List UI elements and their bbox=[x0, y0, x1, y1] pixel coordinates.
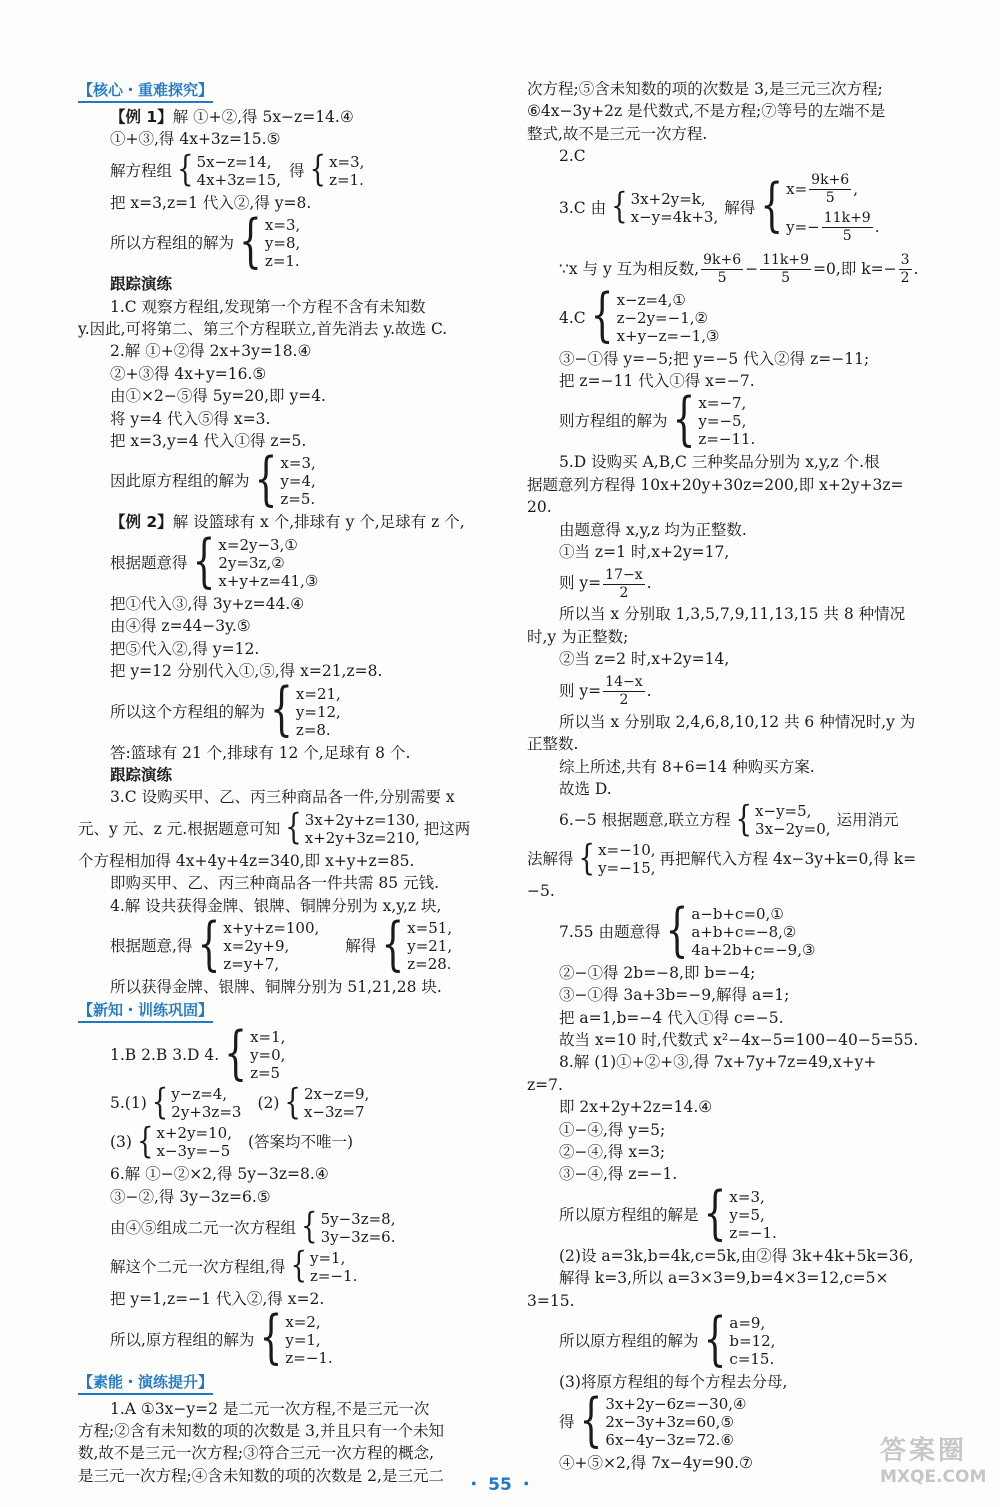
text-line: 1.A ①3x−y=2 是二元一次方程,不是三元一次 bbox=[110, 1399, 430, 1418]
text: 则 y= bbox=[559, 681, 602, 700]
solution-system bbox=[527, 1307, 964, 1373]
brace: { bbox=[151, 1082, 169, 1123]
numerator: 3 bbox=[900, 252, 910, 269]
fraction bbox=[809, 172, 851, 207]
numerator: 9k+6 bbox=[811, 172, 850, 189]
text: 所以方程组的解为 bbox=[110, 234, 235, 253]
solution-system bbox=[78, 447, 508, 514]
example-1-label: 【例 1】 bbox=[110, 108, 173, 126]
brace: { bbox=[381, 912, 405, 978]
brace: { bbox=[284, 1082, 301, 1123]
right-column bbox=[527, 78, 964, 1475]
brace: { bbox=[259, 1305, 283, 1372]
text-line: 综上所述,共有 8+6=14 种购买方案. bbox=[559, 757, 815, 776]
section-heading-core: 【核心・重难探究】 bbox=[78, 80, 213, 103]
system-rows bbox=[296, 685, 341, 739]
denominator: 2 bbox=[900, 270, 910, 287]
equation: x=51, bbox=[407, 918, 453, 937]
text-line: ①+③,得 4x+3z=15.⑤ bbox=[110, 130, 281, 149]
fraction bbox=[603, 674, 644, 709]
text: 5.(1) bbox=[110, 1094, 147, 1113]
text: 解得 bbox=[345, 936, 377, 955]
text: 所以原方程组的解是 bbox=[559, 1205, 699, 1224]
section-heading-ability: 【素能・演练提升】 bbox=[78, 1372, 213, 1395]
text-line: ③−①得 3a+3b=−9,解得 a=1; bbox=[559, 986, 790, 1005]
fraction-line: 则 y= $\frac{17-x}{2}$ . bbox=[559, 566, 652, 601]
text-line: 1.C 观察方程组,发现第一个方程不含有未知数 bbox=[110, 297, 426, 316]
text: 再把解代入方程 4x−3y+k=0,得 k= bbox=[659, 850, 917, 869]
equation: x=1, bbox=[250, 1028, 286, 1047]
example-1-line bbox=[78, 106, 508, 128]
text-line: 把 z=−11 代入①得 x=−7. bbox=[559, 372, 755, 391]
numerator: 11k+9 bbox=[762, 252, 810, 269]
text-line: 解得 k=3,所以 a=3×3=9,b=4×3=12,c=5× bbox=[559, 1269, 889, 1288]
solution-system bbox=[78, 209, 508, 275]
brace: { bbox=[192, 528, 216, 595]
text: 把这两 bbox=[423, 819, 471, 838]
text-line: 把 x=3,y=4 代入①得 z=5. bbox=[110, 432, 307, 451]
denominator: 5 bbox=[842, 228, 852, 245]
text: y=− bbox=[786, 217, 820, 236]
equation-system-q7 bbox=[527, 897, 964, 964]
brace: { bbox=[285, 807, 302, 849]
text-line: 6.解 ①−②×2,得 5y−3z=8.④ bbox=[110, 1165, 329, 1184]
equation: y=−5, bbox=[698, 412, 747, 431]
equation: y=1, bbox=[309, 1249, 346, 1268]
equation: y=8, bbox=[264, 234, 301, 253]
text-line: 整式,故不是三元一次方程. bbox=[527, 124, 708, 143]
fraction bbox=[701, 252, 743, 287]
brace: { bbox=[579, 1388, 603, 1455]
solution-system bbox=[527, 1180, 964, 1247]
text: 得 bbox=[289, 161, 305, 180]
text: 6.−5 根据题意,联立方程 bbox=[559, 811, 731, 830]
equation: z−2y=−1,② bbox=[616, 308, 708, 327]
subheading-practice: 跟踪演练 bbox=[110, 275, 173, 294]
equation: y=21, bbox=[407, 936, 453, 955]
brace: { bbox=[136, 1121, 154, 1162]
equation: y=4, bbox=[280, 472, 316, 491]
equation: x+2y=10, bbox=[156, 1124, 232, 1143]
system-rows bbox=[617, 291, 720, 345]
text-line: 故选 D. bbox=[559, 779, 612, 798]
system-rows bbox=[407, 919, 452, 973]
text-line: ③−②,得 3y−3z=6.⑤ bbox=[110, 1187, 271, 1206]
brace: { bbox=[239, 209, 262, 275]
text-line: 据题意列方程得 10x+20y+30z=200,即 x+2y+3z= bbox=[527, 475, 904, 494]
text-line: ②−④,得 x=3; bbox=[559, 1142, 666, 1161]
system-rows bbox=[280, 454, 315, 508]
equation: c=15. bbox=[729, 1350, 775, 1368]
equation: x=3, bbox=[329, 152, 365, 171]
equation: x−z=4,① bbox=[616, 290, 686, 309]
equation: b=12, bbox=[729, 1332, 776, 1350]
equation: x=2y−3,① bbox=[218, 535, 298, 554]
text: 所以这个方程组的解为 bbox=[110, 702, 266, 721]
text-line: 所以获得金牌、银牌、铜牌分别为 51,21,28 块. bbox=[110, 977, 442, 996]
equation: x=−7, bbox=[698, 394, 747, 413]
system-rows bbox=[223, 919, 319, 973]
system-rows bbox=[157, 1124, 232, 1160]
equation: x=−10, bbox=[598, 841, 656, 860]
fraction bbox=[822, 210, 873, 245]
text: 解 ①+②,得 5x−z=14.④ bbox=[172, 108, 354, 126]
text-line: 将 y=4 代入⑤得 x=3. bbox=[110, 409, 271, 428]
text: 所以原方程组的解为 bbox=[559, 1332, 699, 1350]
text-line: 5.D 设购买 A,B,C 三种奖品分别为 x,y,z 个.根 bbox=[559, 453, 880, 472]
text: 解 设篮球有 x 个,排球有 y 个,足球有 z 个, bbox=[172, 513, 465, 532]
equation: z=28. bbox=[407, 954, 452, 973]
equation: x= $\frac{9k+6}{5}$ , bbox=[786, 172, 858, 207]
solution-system bbox=[78, 677, 508, 744]
text-line: 由④得 z=44−3y.⑤ bbox=[110, 617, 251, 636]
numerator: 11k+9 bbox=[823, 210, 871, 227]
text-line: 把 y=12 分别代入①,⑤,得 x=21,z=8. bbox=[110, 662, 383, 681]
equation-system bbox=[78, 528, 508, 595]
text-line: 个方程相加得 4x+4y+4z=340,即 x+y+z=85. bbox=[78, 851, 415, 870]
equation: 2y+3z=3 bbox=[171, 1103, 242, 1122]
equation: z=8. bbox=[295, 720, 331, 739]
equation: a−b+c=0,① bbox=[691, 904, 784, 923]
text-line: 4.解 设共获得金牌、银牌、铜牌分别为 x,y,z 块, bbox=[110, 896, 442, 915]
text-line: −5. bbox=[527, 882, 555, 901]
text: 则 y= bbox=[559, 574, 602, 593]
system-rows bbox=[265, 216, 300, 270]
equation: 5y−3z=8, bbox=[320, 1210, 396, 1229]
text: 得 bbox=[559, 1413, 575, 1432]
equation: x=2, bbox=[285, 1312, 321, 1331]
text: (3) bbox=[110, 1133, 132, 1152]
brace: { bbox=[665, 897, 689, 964]
equation-system bbox=[78, 1245, 508, 1287]
equation: 2y=3z,② bbox=[218, 553, 285, 572]
equation-system-q3 bbox=[527, 170, 964, 246]
equation: 2x−3y+3z=60,⑤ bbox=[605, 1413, 734, 1432]
solution-system bbox=[527, 387, 964, 454]
equation: x−y=5, bbox=[755, 802, 812, 821]
answer-5-part-3 bbox=[78, 1121, 508, 1162]
equation: y=1, bbox=[285, 1330, 321, 1349]
fraction bbox=[760, 252, 811, 287]
equation: z=5 bbox=[250, 1064, 281, 1083]
text-line: 把 x=3,z=1 代入②,得 y=8. bbox=[110, 193, 312, 212]
equation: z=−11. bbox=[698, 430, 756, 449]
text-line: ⑥4x−3y+2z 是代数式,不是方程;⑦等号的左端不是 bbox=[527, 102, 886, 121]
numerator: 14−x bbox=[605, 674, 643, 691]
text-line: 答:篮球有 21 个,排球有 12 个,足球有 8 个. bbox=[110, 743, 411, 762]
equation: y=−15, bbox=[598, 859, 656, 878]
brace: { bbox=[177, 149, 194, 191]
note: (答案均不唯一) bbox=[247, 1133, 354, 1152]
equation: 6x−4y−3z=72.⑥ bbox=[605, 1431, 734, 1450]
system-rows bbox=[329, 153, 364, 189]
text-line: ②当 z=2 时,x+2y=14, bbox=[559, 650, 730, 669]
text: =0,即 k=− bbox=[813, 259, 897, 278]
system-rows bbox=[310, 1249, 357, 1285]
text-line: ①当 z=1 时,x+2y=17, bbox=[559, 543, 730, 562]
system-rows bbox=[305, 811, 420, 847]
denominator: 2 bbox=[619, 584, 629, 601]
text-line: ②−①得 2b=−8,即 b=−4; bbox=[559, 963, 756, 982]
brace: { bbox=[703, 1180, 727, 1247]
equation: 3x−2y=0, bbox=[755, 820, 831, 839]
watermark-text: 答案圈 bbox=[880, 1436, 968, 1466]
text-line: 由①×2−⑤得 5y=20,即 y=4. bbox=[110, 387, 326, 406]
equation-system-q4 bbox=[527, 283, 964, 350]
fraction-line: 则 y= $\frac{14-x}{2}$ . bbox=[559, 674, 652, 709]
denominator: 5 bbox=[825, 190, 835, 207]
equation: x−3z=7 bbox=[303, 1103, 365, 1122]
equation: a+b+c=−8,② bbox=[691, 922, 797, 941]
text: 因此原方程组的解为 bbox=[110, 472, 250, 491]
text: 7.55 由题意得 bbox=[559, 922, 661, 941]
equation: x=3, bbox=[264, 216, 301, 235]
brace: { bbox=[578, 838, 596, 879]
text: 1.B 2.B 3.D 4. bbox=[110, 1046, 220, 1065]
equation: 5x−z=14, bbox=[196, 152, 272, 171]
text: 由④⑤组成二元一次方程组 bbox=[110, 1219, 297, 1238]
equation-system bbox=[78, 149, 508, 191]
equation: 4x+3z=15, bbox=[196, 170, 282, 189]
equation: z=y+7, bbox=[223, 954, 280, 973]
text-line: 把 y=1,z=−1 代入②,得 x=2. bbox=[110, 1290, 325, 1309]
watermark-logo bbox=[880, 1430, 990, 1496]
equation-system bbox=[78, 1206, 508, 1248]
brace: { bbox=[703, 1307, 727, 1373]
left-column bbox=[78, 78, 508, 1487]
brace: { bbox=[672, 387, 696, 454]
system-rows bbox=[755, 802, 830, 838]
text-line: 把⑤代入②,得 y=12. bbox=[110, 639, 260, 658]
text-line: 时,y 为正整数; bbox=[527, 627, 629, 646]
system-rows bbox=[218, 536, 318, 590]
example-2-line bbox=[78, 511, 508, 533]
text: 法解得 bbox=[527, 850, 574, 869]
equation: x=21, bbox=[295, 684, 341, 703]
text-line: 3=15. bbox=[527, 1291, 575, 1310]
text: 解得 bbox=[724, 198, 756, 217]
text-line: 2.解 ①+②得 2x+3y=18.④ bbox=[110, 342, 312, 361]
equation: 2x−z=9, bbox=[303, 1085, 370, 1104]
text: 解方程组 bbox=[110, 161, 173, 180]
equation: z=5. bbox=[280, 490, 316, 509]
text: 解这个二元一次方程组,得 bbox=[110, 1258, 286, 1277]
watermark-url: MXQE.COM bbox=[880, 1467, 987, 1487]
text-line: 所以当 x 分别取 1,3,5,7,9,11,13,15 共 8 种情况 bbox=[559, 605, 906, 624]
brace: { bbox=[309, 149, 327, 191]
text-line: 故当 x=10 时,代数式 x²−4x−5=100−40−5=55. bbox=[559, 1030, 919, 1049]
system-rows bbox=[729, 1314, 775, 1368]
equation: z=1. bbox=[329, 170, 364, 189]
equation: x=2y+9, bbox=[223, 936, 290, 955]
equation: z=−1. bbox=[285, 1348, 333, 1367]
subheading-practice: 跟踪演练 bbox=[110, 765, 173, 784]
brace: { bbox=[301, 1206, 318, 1248]
equation: 3x+2y=k, bbox=[630, 189, 706, 208]
equation-system bbox=[78, 912, 508, 978]
text-line: 方程;②含有未知数的项的次数是 3,并且只有一个未知 bbox=[78, 1421, 444, 1440]
equation: y=12, bbox=[295, 702, 341, 721]
equation: x+y−z=−1,③ bbox=[616, 326, 720, 345]
text-line: 20. bbox=[527, 498, 552, 517]
system-rows bbox=[729, 1188, 776, 1242]
text-line: (2)设 a=3k,b=4k,c=5k,由②得 3k+4k+5k=36, bbox=[559, 1246, 914, 1265]
text-line: 即 2x+2y+2z=14.④ bbox=[559, 1098, 713, 1117]
text-line: ②+③得 4x+y=16.⑤ bbox=[110, 364, 267, 383]
system-rows bbox=[171, 1085, 241, 1121]
text: − bbox=[745, 259, 759, 278]
denominator: 5 bbox=[717, 270, 727, 287]
equation: x+y+z=100, bbox=[223, 918, 320, 937]
brace: { bbox=[760, 173, 784, 240]
equation: z=−1. bbox=[729, 1223, 777, 1242]
text-line: 由题意得 x,y,z 均为正整数. bbox=[559, 520, 747, 539]
text: 根据题意,得 bbox=[110, 936, 193, 955]
text: 则方程组的解为 bbox=[559, 412, 668, 431]
text-line: 数,故不是三元一次方程;③符合三元一次方程的概念, bbox=[78, 1444, 435, 1463]
equation: y=− $\frac{11k+9}{5}$ . bbox=[786, 210, 880, 245]
text-line: 是三元一次方程;④含未知数的项的次数是 2,是三元二 bbox=[78, 1466, 444, 1485]
text-line: y.因此,可将第二、第三个方程联立,首先消去 y.故选 C. bbox=[78, 320, 448, 339]
brace: { bbox=[590, 283, 614, 350]
system-rows bbox=[698, 394, 755, 448]
equation-system-q6b bbox=[527, 838, 964, 879]
text: 所以,原方程组的解为 bbox=[110, 1330, 255, 1349]
system-rows bbox=[285, 1313, 332, 1367]
answers-1-4 bbox=[78, 1021, 508, 1088]
solution-system bbox=[78, 1305, 508, 1372]
equation: z=1. bbox=[264, 252, 300, 271]
text-line: (3)将原方程组的每个方程去分母, bbox=[559, 1373, 788, 1391]
fraction bbox=[603, 567, 644, 602]
brace: { bbox=[290, 1245, 307, 1287]
text: . bbox=[913, 259, 919, 278]
text-line: 2.C bbox=[559, 147, 586, 166]
text: 运用消元 bbox=[836, 811, 899, 830]
equation: 4a+2b+c=−9,③ bbox=[691, 940, 816, 959]
system-rows bbox=[598, 841, 655, 877]
text: 根据题意得 bbox=[110, 553, 188, 572]
text: (2) bbox=[257, 1094, 280, 1113]
numerator: 9k+6 bbox=[703, 252, 742, 269]
system-rows bbox=[691, 905, 815, 959]
text-line: 正整数. bbox=[527, 735, 579, 754]
equation: x−3y=−5 bbox=[156, 1142, 231, 1161]
system-rows bbox=[786, 170, 879, 246]
denominator: 5 bbox=[781, 270, 791, 287]
equation: 3y−3z=6. bbox=[320, 1228, 396, 1247]
equation: x+2y+3z=210, bbox=[304, 828, 420, 847]
system-rows bbox=[605, 1395, 746, 1449]
system-rows bbox=[250, 1028, 285, 1082]
section-heading-new-knowledge: 【新知・训练巩固】 bbox=[78, 1000, 213, 1023]
text-line: 把 a=1,b=−4 代入①得 c=−5. bbox=[559, 1008, 784, 1027]
text: 元、y 元、z 元.根据题意可知 bbox=[78, 819, 281, 838]
equation: 3x+2y+z=130, bbox=[304, 810, 420, 829]
text-line: 即购买甲、乙、丙三种商品各一件共需 85 元钱. bbox=[110, 874, 440, 893]
brace: { bbox=[611, 186, 628, 227]
brace: { bbox=[270, 677, 293, 744]
text-line: 所以当 x 分别取 2,4,6,8,10,12 共 6 种情况时,y 为 bbox=[559, 712, 916, 731]
text-line: 次方程;⑤含未知数的项的次数是 3,是三元三次方程; bbox=[527, 80, 883, 98]
equation: a=9, bbox=[729, 1314, 766, 1332]
numerator: 17−x bbox=[605, 566, 643, 583]
equation: x−y=4k+3, bbox=[630, 207, 719, 226]
equation: x=3, bbox=[729, 1187, 765, 1206]
text-line: ①−④,得 y=5; bbox=[559, 1120, 666, 1139]
equation: 3x+2y−6z=−30,④ bbox=[605, 1395, 747, 1414]
denominator: 2 bbox=[619, 692, 629, 709]
equation: y=5, bbox=[729, 1205, 765, 1224]
brace: { bbox=[254, 447, 278, 514]
brace: { bbox=[197, 912, 221, 978]
text-line: ③−④,得 z=−1. bbox=[559, 1165, 678, 1184]
text: ∵x 与 y 互为相反数, bbox=[559, 259, 700, 278]
text-line: ③−①得 y=−5;把 y=−5 代入②得 z=−11; bbox=[559, 349, 870, 368]
system-rows bbox=[631, 190, 719, 226]
equation: z=−1. bbox=[309, 1267, 358, 1286]
equation: y=0, bbox=[250, 1046, 286, 1065]
equation: x+y+z=41,③ bbox=[218, 571, 319, 590]
text: 4.C bbox=[559, 308, 586, 327]
text-line: 8.解 (1)①+②+③,得 7x+7y+7z=49,x+y+ bbox=[559, 1053, 877, 1072]
text-line: 3.C 设购买甲、乙、丙三种商品各一件,分别需要 x bbox=[110, 788, 455, 807]
text: 3.C 由 bbox=[559, 198, 607, 217]
system-rows bbox=[197, 153, 281, 189]
equation-system-q6 bbox=[527, 799, 964, 840]
page-number: ・ 55 ・ bbox=[465, 1475, 535, 1495]
text: x= bbox=[786, 179, 808, 198]
system-rows bbox=[304, 1085, 369, 1121]
system-rows bbox=[321, 1210, 396, 1246]
equation-system bbox=[78, 807, 508, 849]
text-line: 把①代入③,得 3y+z=44.④ bbox=[110, 594, 305, 613]
brace: { bbox=[735, 799, 753, 840]
fraction bbox=[899, 252, 912, 287]
equation: x=3, bbox=[280, 454, 316, 473]
brace: { bbox=[224, 1021, 248, 1088]
text-line: ④+⑤×2,得 7x−4y=90.⑦ bbox=[559, 1454, 753, 1473]
text-line: z=7. bbox=[527, 1075, 563, 1094]
answer-5-part-1-2 bbox=[78, 1082, 508, 1123]
equation: y−z=4, bbox=[171, 1085, 228, 1104]
example-2-label: 【例 2】 bbox=[110, 513, 173, 532]
